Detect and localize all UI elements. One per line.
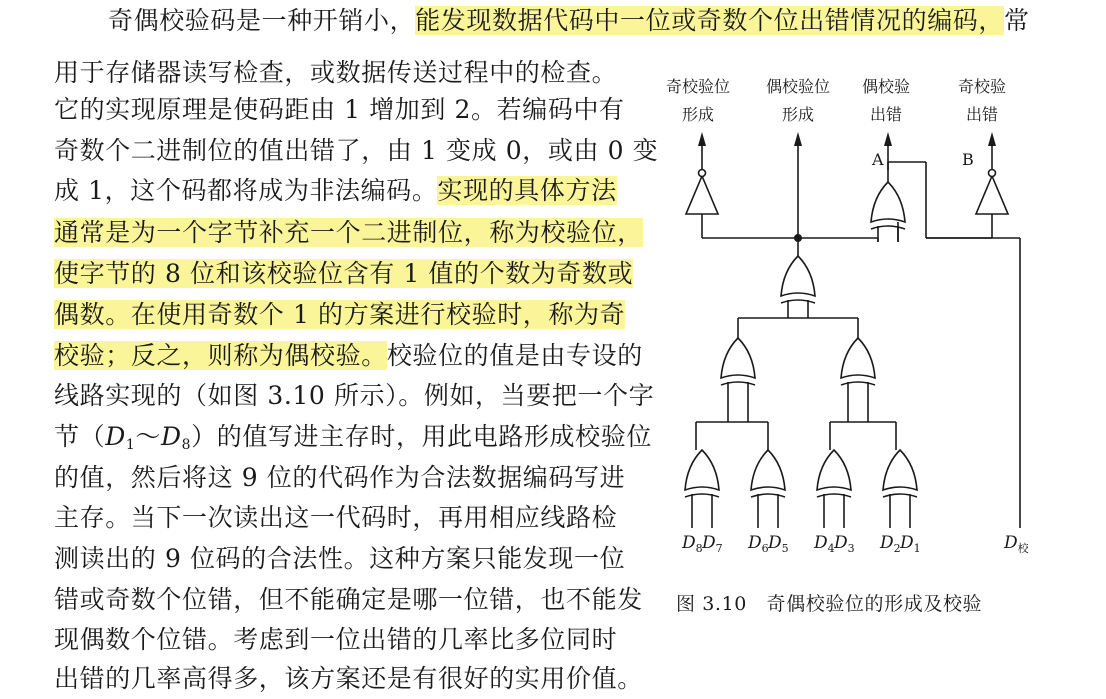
text-line-14: 测读出的 9 位码的合法性。这种方案只能发现一位 [54, 544, 626, 573]
label-odd-parity-error-bottom: 出错 [965, 105, 999, 124]
label-odd-parity-error-top: 奇校验 [957, 77, 1007, 96]
highlight-4: 使字节的 8 位和该校验位含有 1 值的个数为奇数或 [54, 259, 634, 288]
xor-gate-level1-3 [817, 422, 851, 528]
xor-gate-level2-left [696, 318, 768, 422]
text-line-13: 主存。当下一次读出这一代码时，再用相应线路检 [54, 503, 618, 532]
highlight-5: 偶数。在使用奇数个 1 的方案进行校验时，称为奇 [54, 300, 626, 329]
xor-gate-level1-1 [685, 422, 719, 528]
xor-gate-level3 [738, 256, 858, 318]
node-b-label: B [962, 150, 974, 169]
label-odd-parity-gen-bottom: 形成 [681, 105, 715, 124]
text-line-8 [54, 298, 625, 332]
xor-gate-level2-right [830, 318, 896, 422]
text-line-3: 它的实现原理是使码距由 1 增加到 2。若编码中有 [54, 95, 625, 124]
text-line-12: 的值，然后将这 9 位的代码作为合法数据编码写进 [54, 463, 626, 492]
text-line-10: 线路实现的（如图 3.10 所示）。例如，当要把一个字 [54, 381, 655, 410]
not-gate-odd-gen [686, 170, 718, 239]
input-d-check: $D_校$ [1004, 533, 1029, 555]
parity-circuit-diagram [650, 70, 1070, 570]
text-line-4: 奇数个二进制位的值出错了，由 1 变成 0，或由 0 变 [54, 136, 659, 165]
text-line-1: 奇偶校验码是一种开销小，能发现数据代码中一位或奇数个位出错情况的编码，常 [108, 6, 1030, 35]
text-line-9: 校验；反之，则称为偶校验。校验位的值是由专设的 [54, 341, 643, 370]
label-even-parity-gen-top: 偶校验位 [765, 77, 831, 96]
label-even-parity-error-top: 偶校验 [861, 77, 911, 96]
text-line-7 [54, 257, 633, 291]
text-line-11: 节$(D_1\sim D_8)$的值写进主存时，用此电路形成校验位 [54, 422, 652, 453]
input-d8: $D_8$ [682, 533, 703, 555]
not-gate-odd-error [976, 170, 1008, 239]
node-a-label: A [872, 150, 884, 169]
input-d2: $D_2$ [880, 533, 901, 555]
output-arrows [698, 132, 996, 238]
text-line-2: 用于存储器读写检查，或数据传送过程中的检查。 [54, 58, 618, 87]
text-line-16: 现偶数个位错。考虑到一位出错的几率比多位同时 [54, 625, 618, 654]
figure-caption: 图 3.10 奇偶校验位的形成及校验 [676, 593, 983, 615]
text-line-17: 出错的几率高得多，该方案还是有很好的实用价值。 [54, 664, 643, 693]
input-d6: $D_6$ [748, 533, 769, 555]
highlight-6: 校验；反之，则称为偶校验。 [54, 341, 387, 370]
text-line-6 [54, 216, 643, 250]
input-d4: $D_4$ [814, 533, 835, 555]
input-labels [681, 533, 1030, 555]
label-even-parity-gen-bottom: 形成 [781, 105, 815, 124]
input-d7: $D_7$ [702, 533, 723, 555]
xor-gate-level1-2 [751, 422, 785, 528]
highlight-2: 实现的具体方法 [437, 176, 617, 205]
text-line-15: 错或奇数个位错，但不能确定是哪一位错，也不能发 [54, 585, 643, 614]
label-odd-parity-gen-top: 奇校验位 [665, 77, 731, 96]
input-d1: $D_1$ [900, 533, 921, 555]
highlight-3: 通常是为一个字节补充一个二进制位，称为校验位， [54, 218, 643, 247]
input-d3: $D_3$ [834, 533, 855, 555]
label-even-parity-error-bottom: 出错 [869, 105, 903, 124]
input-d5: $D_5$ [768, 533, 789, 555]
text-line-5: 成 1，这个码都将成为非法编码。实现的具体方法 [54, 176, 617, 205]
parity-bus [702, 222, 1020, 310]
xor-gate-level1-4 [883, 422, 917, 528]
highlight-1: 能发现数据代码中一位或奇数个位出错情况的编码， [415, 6, 1005, 35]
